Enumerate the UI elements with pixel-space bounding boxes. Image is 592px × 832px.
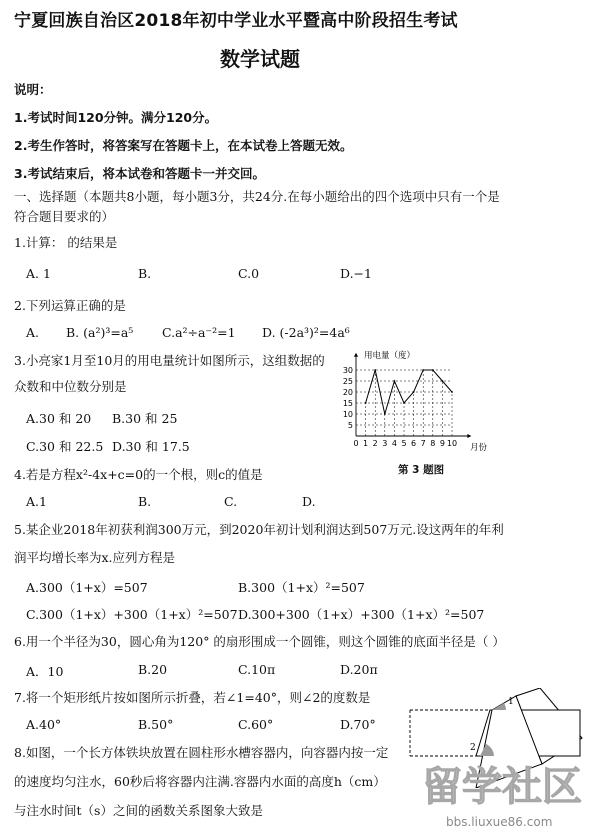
note-1: 1.考试时间120分钟。满分120分。 [14, 110, 218, 125]
chart-point [365, 402, 367, 404]
chart-point [442, 380, 444, 382]
q1-option-c: C.0 [238, 266, 260, 281]
angle1-marker [492, 703, 506, 710]
chart-point [422, 369, 424, 371]
section1-line2: 符合题目要求的） [14, 209, 115, 224]
q3-stem-line2: 众数和中位数分别是 [14, 379, 127, 394]
q5-option-a: A.300（1+x）=507 [26, 580, 148, 595]
chart-point [374, 369, 376, 371]
chart-ylabel: 用电量（度） [364, 351, 416, 361]
chart-point [384, 413, 386, 415]
watermark-url: bbs.liuxue86.com [446, 815, 553, 829]
q4-option-d: D. [302, 494, 316, 509]
q6-option-c: C.10π [238, 662, 276, 677]
q3-option-a: A.30 和 20 [26, 411, 92, 426]
q5-stem-line1: 5.某企业2018年初获利润300万元，到2020年初计划利润达到507万元.设这两年的年利 [14, 522, 504, 537]
chart-point [403, 402, 405, 404]
q2-option-c: C.a²÷a⁻²=1 [162, 325, 236, 340]
q1-option-b: B. [138, 266, 152, 281]
q4-stem: 4.若是方程x²-4x+c=0的一个根，则c的值是 [14, 467, 263, 482]
chart-xlabel: 月份 [470, 443, 488, 453]
q4-option-b: B. [138, 494, 152, 509]
q6-option-a: A．10 [26, 664, 64, 679]
q5-option-c: C.300（1+x）+300（1+x）²=507 [26, 607, 238, 622]
q3-figure-caption: 第 3 题图 [398, 464, 445, 476]
site-watermark [400, 750, 592, 832]
chart-y-arrow [354, 353, 358, 357]
chart-x-arrow [467, 434, 471, 438]
q3-option-d: D.30 和 17.5 [112, 439, 190, 454]
section1-line1: 一、选择题（本题共8小题，每小题3分，共24分.在每小题给出的四个选项中只有一个是 [14, 189, 500, 204]
chart-xtick-label: 4 [391, 439, 397, 448]
q6-stem: 6.用一个半径为30，圆心角为120° 的扇形围成一个圆锥，则这个圆锥的底面半径是（ ） [14, 634, 505, 649]
chart-xtick-label: 2 [372, 439, 378, 448]
chart-xtick-label: 8 [430, 439, 436, 448]
q7-option-b: B.50° [138, 717, 174, 732]
chart-point [394, 380, 396, 382]
chart-ytick-label: 25 [342, 377, 353, 386]
chart-xtick-label: 6 [411, 439, 417, 448]
q4-option-c: C. [224, 494, 238, 509]
chart-point [451, 391, 453, 393]
q1-option-d: D.−1 [340, 266, 372, 281]
chart-point [432, 369, 434, 371]
q3-option-b: B.30 和 25 [112, 411, 178, 426]
q2-option-d: D. (-2a³)²=4a⁶ [262, 325, 350, 340]
chart-ytick-label: 5 [347, 421, 353, 430]
chart-xtick-label: 0 [353, 439, 359, 448]
chart-xtick-label: 5 [401, 439, 407, 448]
q8-stem-line2: 的速度均匀注水，60秒后将容器内注满.容器内水面的高度h（cm） [14, 774, 386, 789]
q3-option-c: C.30 和 22.5 [26, 439, 104, 454]
chart-xtick-label: 1 [363, 439, 369, 448]
chart-ytick-label: 10 [342, 410, 353, 419]
q8-stem-line3: 与注水时间t（s）之间的函数关系图象大致是 [14, 803, 263, 818]
chart-xtick-label: 3 [382, 439, 388, 448]
q1-stem: 1.计算： 的结果是 [14, 235, 118, 250]
chart-xtick-label: 10 [446, 439, 458, 448]
q3-line-chart [340, 346, 500, 456]
exam-subtitle: 数学试题 [220, 47, 300, 71]
q7-stem: 7.将一个矩形纸片按如图所示折叠，若∠1=40°，则∠2的度数是 [14, 690, 371, 705]
q3-stem-line1: 3.小亮家1月至10月的用电量统计如图所示，这组数据的 [14, 353, 325, 368]
q7-option-d: D.70° [340, 717, 376, 732]
angle2-label: 2 [470, 743, 476, 753]
chart-point [413, 391, 415, 393]
q5-option-b: B.300（1+x）²=507 [238, 580, 365, 595]
q2-option-a: A. [26, 325, 40, 340]
note-3: 3.考试结束后，将本试卷和答题卡一并交回。 [14, 166, 265, 181]
q6-option-b: B.20 [138, 662, 168, 677]
chart-ytick-label: 15 [342, 399, 353, 408]
angle1-label: 1 [508, 697, 514, 707]
chart-ytick-label: 30 [342, 366, 353, 375]
q4-option-a: A.1 [26, 494, 47, 509]
q1-option-a: A. 1 [26, 266, 51, 281]
q2-stem: 2.下列运算正确的是 [14, 298, 126, 313]
chart-ytick-label: 20 [342, 388, 353, 397]
notes-heading: 说明： [14, 82, 52, 97]
chart-xtick-label: 9 [439, 439, 445, 448]
note-2: 2.考生作答时，将答案写在答题卡上，在本试卷上答题无效。 [14, 138, 353, 153]
chart-xtick-label: 7 [420, 439, 426, 448]
watermark-logo: 留学社区 [422, 764, 582, 810]
q7-option-c: C.60° [238, 717, 274, 732]
q8-stem-line1: 8.如图，一个长方体铁块放置在圆柱形水槽容器内，向容器内按一定 [14, 745, 389, 760]
q2-option-b: B. (a²)³=a⁵ [66, 325, 134, 340]
q7-option-a: A.40° [26, 717, 62, 732]
q6-option-d: D.20π [340, 662, 378, 677]
q5-stem-line2: 润平均增长率为x.应列方程是 [14, 550, 176, 565]
q5-option-d: D.300+300（1+x）+300（1+x）²=507 [238, 607, 485, 622]
exam-title: 宁夏回族自治区2018年初中学业水平暨高中阶段招生考试 [14, 11, 458, 31]
